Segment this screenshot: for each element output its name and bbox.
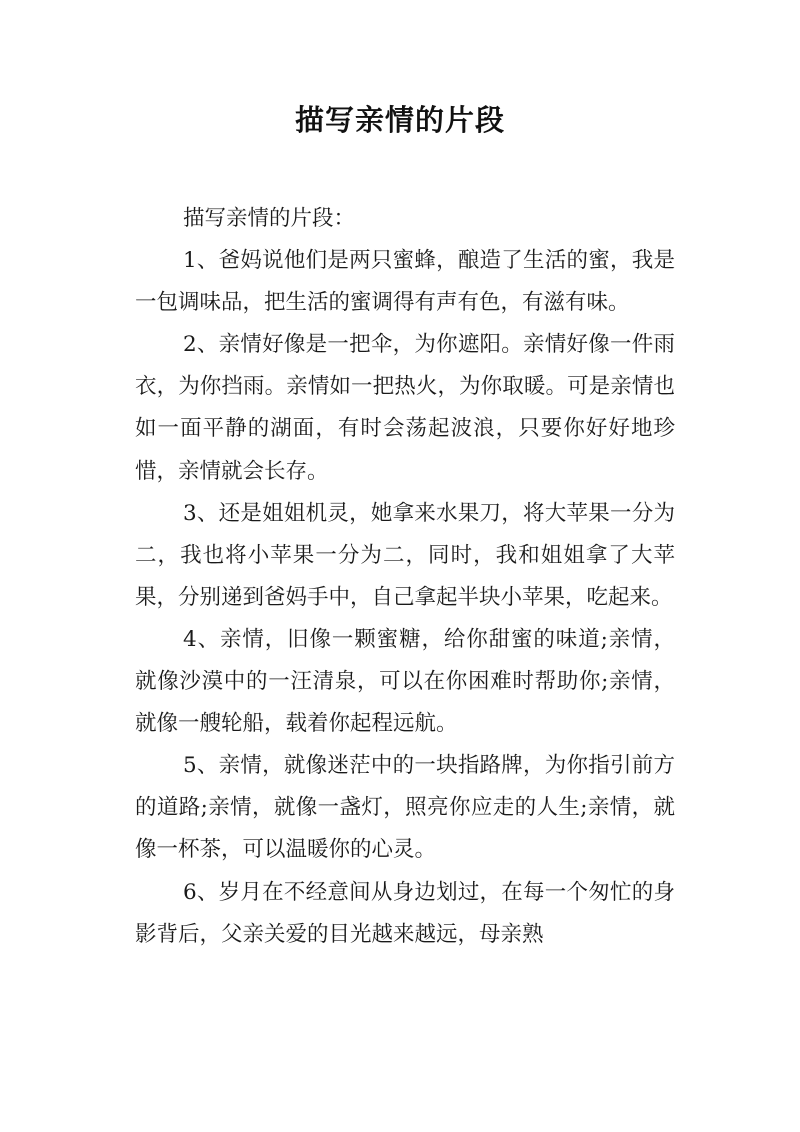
document-body [135,198,675,956]
paragraph-4: 4、亲情，旧像一颗蜜糖，给你甜蜜的味道;亲情，就像沙漠中的一汪清泉，可以在你困难时帮助你;亲情，就像一艘轮船，载着你起程远航。 [135,626,675,737]
paragraph-6: 6、岁月在不经意间从身边划过，在每一个匆忙的身影背后，父亲关爱的目光越来越远，母亲熟 [135,879,675,947]
paragraph-1: 1、爸妈说他们是两只蜜蜂，酿造了生活的蜜，我是一包调味品，把生活的蜜调得有声有色，有滋有味。 [135,248,675,316]
page-title: 描写亲情的片段 [294,103,505,137]
paragraph-5: 5、亲情，就像迷茫中的一块指路牌，为你指引前方的道路;亲情，就像一盏灯，照亮你应走的人生;亲情，就像一杯茶，可以温暖你的心灵。 [135,753,675,863]
paragraph-3: 3、还是姐姐机灵，她拿来水果刀，将大苹果一分为二，我也将小苹果一分为二，同时，我和姐姐拿了大苹果，分别递到爸妈手中，自己拿起半块小苹果，吃起来。 [135,500,675,610]
paragraph-2: 2、亲情好像是一把伞，为你遮阳。亲情好像一件雨衣，为你挡雨。亲情如一把热火，为你取暖。可是亲情也如一面平静的湖面，有时会荡起波浪，只要你好好地珍惜，亲情就会长存。 [135,332,675,484]
intro-line: 描写亲情的片段： [183,206,356,231]
